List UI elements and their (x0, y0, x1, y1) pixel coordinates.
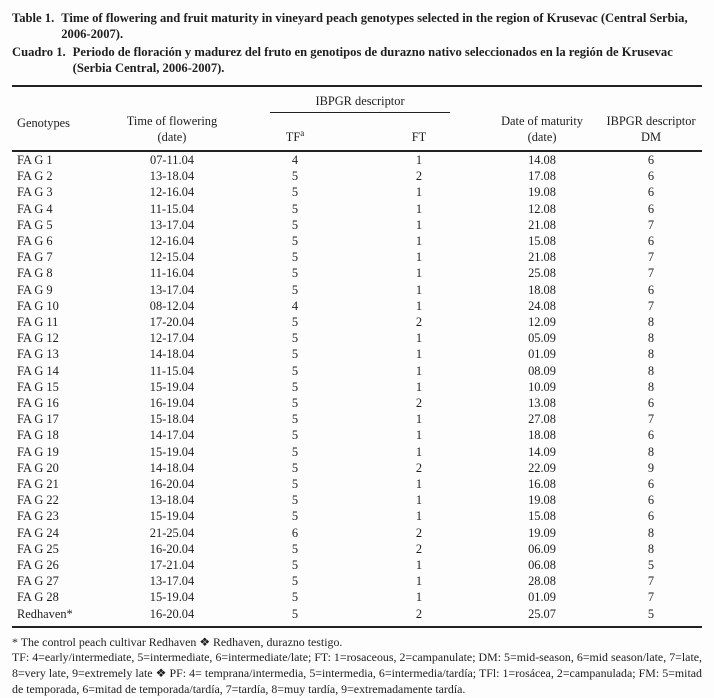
genotype-cell: FA G 24 (17, 525, 59, 540)
maturity-date-cell: 21.08 (528, 217, 556, 232)
table-row (12, 151, 702, 168)
ft-cell: 1 (415, 574, 423, 589)
flowering-date-cell: 13-17.04 (149, 282, 195, 297)
tf-cell: 5 (291, 606, 299, 621)
maturity-date-cell: 25.07 (528, 606, 556, 621)
genotype-cell: FA G 18 (17, 428, 59, 443)
table-row (12, 492, 702, 508)
header-spacer (484, 86, 600, 113)
ft-cell: 1 (415, 558, 423, 573)
table-row (12, 314, 702, 330)
flowering-date-cell: 17-20.04 (149, 315, 195, 330)
ft-cell: 1 (415, 331, 423, 346)
table-row (12, 282, 702, 298)
flowering-date-cell: 13-18.04 (149, 493, 195, 508)
table-row (12, 217, 702, 233)
ft-cell: 2 (415, 525, 423, 540)
genotype-cell: FA G 28 (17, 590, 59, 605)
header-ibpgr-descriptor-group-label: IBPGR descriptor (270, 93, 450, 113)
header-time-of-flowering (108, 113, 236, 151)
genotype-cell: FA G 9 (17, 282, 53, 297)
footnotes (12, 635, 702, 697)
flowering-date-cell: 15-19.04 (149, 590, 195, 605)
dm-cell: 6 (647, 153, 655, 167)
flowering-date-cell: 21-25.04 (149, 525, 195, 540)
ft-cell: 1 (415, 282, 423, 297)
maturity-date-cell: 21.08 (528, 250, 556, 265)
maturity-date-cell: 01.09 (528, 590, 556, 605)
flowering-date-cell: 13-17.04 (149, 217, 195, 232)
tf-cell: 5 (291, 590, 299, 605)
genotype-cell: FA G 25 (17, 541, 59, 556)
maturity-date-cell: 19.08 (528, 493, 556, 508)
ft-cell: 1 (415, 412, 423, 427)
caption-label-es: Cuadro 1. (12, 45, 66, 59)
flowering-date-cell: 16-20.04 (149, 541, 195, 556)
header-spacer (12, 86, 108, 113)
genotype-cell: FA G 20 (17, 460, 59, 475)
header-ft: FT (354, 113, 484, 151)
tf-cell: 5 (291, 315, 299, 330)
ft-cell: 1 (415, 347, 423, 362)
ft-cell: 1 (415, 509, 423, 524)
table-row (12, 395, 702, 411)
dm-cell: 6 (647, 201, 655, 216)
flowering-date-cell: 16-19.04 (149, 396, 195, 411)
header-tf (236, 113, 354, 151)
dm-cell: 6 (647, 185, 655, 200)
table-row (12, 460, 702, 476)
flowering-date-cell: 14-17.04 (149, 428, 195, 443)
genotype-cell: FA G 26 (17, 558, 59, 573)
tf-cell: 5 (291, 574, 299, 589)
tf-cell: 5 (291, 477, 299, 492)
maturity-date-cell: 19.09 (528, 525, 556, 540)
tf-cell: 5 (291, 509, 299, 524)
genotype-cell: FA G 21 (17, 477, 59, 492)
ft-cell: 1 (415, 379, 423, 394)
table-row (12, 346, 702, 362)
header-tf-label: TF (285, 130, 301, 144)
tf-cell: 5 (291, 185, 299, 200)
ft-cell: 2 (415, 315, 423, 330)
genotype-cell: FA G 27 (17, 574, 59, 589)
dm-cell: 5 (647, 606, 655, 621)
table-body (12, 151, 702, 627)
ft-cell: 1 (415, 363, 423, 378)
genotype-table (12, 85, 702, 628)
table-row (12, 168, 702, 184)
maturity-date-cell: 14.09 (528, 444, 556, 459)
ft-cell: 1 (415, 493, 423, 508)
genotype-cell: FA G 10 (17, 298, 59, 313)
ft-cell: 1 (415, 266, 423, 281)
flowering-date-cell: 17-21.04 (149, 558, 195, 573)
header-ibpgr-dm-line1: IBPGR descriptor (606, 114, 696, 128)
dm-cell: 7 (647, 590, 655, 605)
maturity-date-cell: 05.09 (528, 331, 556, 346)
genotype-cell: FA G 6 (17, 234, 53, 249)
caption-text-es: Periodo de floración y madurez del fruto en genotipos de durazno nativo seleccionados en la región de Krusevac (Serbia Central, 2006-2007). (72, 45, 673, 75)
genotype-cell: Redhaven* (17, 606, 73, 621)
flowering-date-cell: 16-20.04 (149, 477, 195, 492)
ft-cell: 2 (415, 541, 423, 556)
caption-label-en: Table 1. (12, 11, 55, 25)
maturity-date-cell: 18.08 (528, 428, 556, 443)
header-ibpgr-descriptor-group (236, 86, 484, 113)
genotype-cell: FA G 17 (17, 412, 59, 427)
ft-cell: 1 (415, 298, 423, 313)
header-ibpgr-dm-line2: DM (641, 130, 661, 144)
maturity-date-cell: 06.08 (528, 558, 556, 573)
maturity-date-cell: 06.09 (528, 541, 556, 556)
ft-cell: 1 (415, 217, 423, 232)
ft-cell: 1 (415, 477, 423, 492)
table-row (12, 525, 702, 541)
flowering-date-cell: 15-19.04 (149, 444, 195, 459)
tf-cell: 4 (291, 153, 299, 167)
tf-cell: 5 (291, 282, 299, 297)
genotype-cell: FA G 5 (17, 217, 53, 232)
genotype-cell: FA G 14 (17, 363, 59, 378)
dm-cell: 7 (647, 574, 655, 589)
dm-cell: 8 (647, 525, 655, 540)
dm-cell: 6 (647, 428, 655, 443)
maturity-date-cell: 10.09 (528, 379, 556, 394)
flowering-date-cell: 15-19.04 (149, 379, 195, 394)
table-row (12, 606, 702, 627)
maturity-date-cell: 27.08 (528, 412, 556, 427)
tf-cell: 5 (291, 412, 299, 427)
footnote-legend: TF: 4=early/intermediate, 5=intermediate, 6=intermediate/late; FT: 1=rosaceous, 2=campanulate; DM: 5=mid-season, 6=mid season/late, 7=late, 8=very late, 9=extremely late ❖ PF: 4= temprana/intermedia, 5=intermedia, 6=intermedia/tardía; TFl: 1=rosácea, 2=campanulada; FM: 5=mitad de temporada, 6=mitad de temporada/tardía, 7=tardía, 8=muy tardía, 9=extremadamente tardía. (12, 650, 702, 696)
genotype-cell: FA G 16 (17, 396, 59, 411)
tf-cell: 5 (291, 558, 299, 573)
genotype-cell: FA G 15 (17, 379, 59, 394)
maturity-date-cell: 14.08 (528, 153, 556, 167)
ft-cell: 1 (415, 153, 423, 167)
tf-cell: 5 (291, 460, 299, 475)
genotype-cell: FA G 8 (17, 266, 53, 281)
genotype-cell: FA G 12 (17, 331, 59, 346)
table-row (12, 363, 702, 379)
dm-cell: 8 (647, 541, 655, 556)
tf-cell: 5 (291, 493, 299, 508)
genotype-cell: FA G 1 (17, 153, 53, 167)
dm-cell: 6 (647, 396, 655, 411)
ft-cell: 1 (415, 201, 423, 216)
flowering-date-cell: 08-12.04 (149, 298, 195, 313)
flowering-date-cell: 15-19.04 (149, 509, 195, 524)
flowering-date-cell: 14-18.04 (149, 460, 195, 475)
dm-cell: 5 (647, 558, 655, 573)
tf-cell: 5 (291, 541, 299, 556)
maturity-date-cell: 17.08 (528, 169, 556, 184)
maturity-date-cell: 25.08 (528, 266, 556, 281)
flowering-date-cell: 11-15.04 (150, 363, 194, 378)
tf-cell: 5 (291, 266, 299, 281)
ft-cell: 2 (415, 396, 423, 411)
ft-cell: 2 (415, 606, 423, 621)
table-row (12, 508, 702, 524)
header-time-of-flowering-line1: Time of flowering (126, 114, 218, 128)
flowering-date-cell: 07-11.04 (150, 153, 194, 167)
maturity-date-cell: 18.08 (528, 282, 556, 297)
tf-cell: 5 (291, 217, 299, 232)
flowering-date-cell: 11-16.04 (150, 266, 194, 281)
ft-cell: 1 (415, 428, 423, 443)
maturity-date-cell: 15.08 (528, 234, 556, 249)
tf-cell: 6 (291, 525, 299, 540)
dm-cell: 6 (647, 282, 655, 297)
header-tf-footnote-mark: a (300, 127, 305, 138)
header-date-of-maturity-line1: Date of maturity (501, 114, 583, 128)
flowering-date-cell: 15-18.04 (149, 412, 195, 427)
header-spacer (108, 86, 236, 113)
maturity-date-cell: 22.09 (528, 460, 556, 475)
table-row (12, 249, 702, 265)
table-row (12, 184, 702, 200)
genotype-cell: FA G 22 (17, 493, 59, 508)
ft-cell: 1 (415, 250, 423, 265)
table-row (12, 573, 702, 589)
dm-cell: 7 (647, 266, 655, 281)
maturity-date-cell: 12.08 (528, 201, 556, 216)
footnote-control: * The control peach cultivar Redhaven ❖ Redhaven, durazno testigo. (12, 634, 343, 649)
dm-cell: 7 (647, 250, 655, 265)
table-row (12, 589, 702, 605)
dm-cell: 8 (647, 331, 655, 346)
header-date-of-maturity (484, 113, 600, 151)
flowering-date-cell: 13-17.04 (149, 574, 195, 589)
maturity-date-cell: 15.08 (528, 509, 556, 524)
genotype-cell: FA G 4 (17, 201, 53, 216)
dm-cell: 6 (647, 234, 655, 249)
genotype-cell: FA G 23 (17, 509, 59, 524)
flowering-date-cell: 12-15.04 (149, 250, 195, 265)
genotype-cell: FA G 3 (17, 185, 53, 200)
dm-cell: 8 (647, 379, 655, 394)
table-row (12, 557, 702, 573)
maturity-date-cell: 16.08 (528, 477, 556, 492)
tf-cell: 5 (291, 379, 299, 394)
dm-cell: 7 (647, 217, 655, 232)
maturity-date-cell: 12.09 (528, 315, 556, 330)
dm-cell: 8 (647, 315, 655, 330)
flowering-date-cell: 12-16.04 (149, 234, 195, 249)
tf-cell: 5 (291, 201, 299, 216)
genotype-cell: FA G 19 (17, 444, 59, 459)
tf-cell: 5 (291, 347, 299, 362)
maturity-date-cell: 28.08 (528, 574, 556, 589)
ft-cell: 2 (415, 460, 423, 475)
header-genotypes: Genotypes (12, 113, 108, 151)
flowering-date-cell: 14-18.04 (149, 347, 195, 362)
genotype-cell: FA G 2 (17, 169, 53, 184)
tf-cell: 5 (291, 396, 299, 411)
tf-cell: 5 (291, 331, 299, 346)
table-row (12, 233, 702, 249)
table-row (12, 427, 702, 443)
header-spacer (600, 86, 702, 113)
flowering-date-cell: 13-18.04 (149, 169, 195, 184)
table-row (12, 330, 702, 346)
dm-cell: 6 (647, 509, 655, 524)
flowering-date-cell: 12-16.04 (149, 185, 195, 200)
tf-cell: 5 (291, 444, 299, 459)
table-caption-es (12, 44, 702, 76)
table-row (12, 298, 702, 314)
table-row (12, 476, 702, 492)
ft-cell: 2 (415, 169, 423, 184)
flowering-date-cell: 11-15.04 (150, 201, 194, 216)
dm-cell: 7 (647, 298, 655, 313)
ft-cell: 1 (415, 234, 423, 249)
ft-cell: 1 (415, 590, 423, 605)
dm-cell: 6 (647, 493, 655, 508)
tf-cell: 5 (291, 169, 299, 184)
header-date-of-maturity-line2: (date) (527, 130, 557, 144)
maturity-date-cell: 08.09 (528, 363, 556, 378)
table-row (12, 201, 702, 217)
genotype-cell: FA G 13 (17, 347, 59, 362)
table-row (12, 411, 702, 427)
dm-cell: 7 (647, 412, 655, 427)
maturity-date-cell: 24.08 (528, 298, 556, 313)
caption-text-en: Time of flowering and fruit maturity in vineyard peach genotypes selected in the region of Krusevac (Central Serbia, 2006-2007). (61, 11, 688, 41)
dm-cell: 6 (647, 477, 655, 492)
ft-cell: 1 (415, 185, 423, 200)
tf-cell: 5 (291, 363, 299, 378)
tf-cell: 5 (291, 428, 299, 443)
dm-cell: 8 (647, 347, 655, 362)
tf-cell: 5 (291, 250, 299, 265)
maturity-date-cell: 13.08 (528, 396, 556, 411)
dm-cell: 8 (647, 444, 655, 459)
table-row (12, 444, 702, 460)
table-header (12, 86, 702, 151)
maturity-date-cell: 01.09 (528, 347, 556, 362)
header-ibpgr-dm (600, 113, 702, 151)
table-row (12, 541, 702, 557)
dm-cell: 9 (647, 460, 655, 475)
ft-cell: 1 (415, 444, 423, 459)
genotype-cell: FA G 7 (17, 250, 53, 265)
flowering-date-cell: 16-20.04 (149, 606, 195, 621)
table-row (12, 379, 702, 395)
flowering-date-cell: 12-17.04 (149, 331, 195, 346)
tf-cell: 5 (291, 234, 299, 249)
dm-cell: 6 (647, 169, 655, 184)
maturity-date-cell: 19.08 (528, 185, 556, 200)
genotype-cell: FA G 11 (17, 315, 59, 330)
header-time-of-flowering-line2: (date) (157, 130, 187, 144)
dm-cell: 8 (647, 363, 655, 378)
tf-cell: 4 (291, 298, 299, 313)
table-caption-en (12, 10, 702, 42)
table-row (12, 265, 702, 281)
